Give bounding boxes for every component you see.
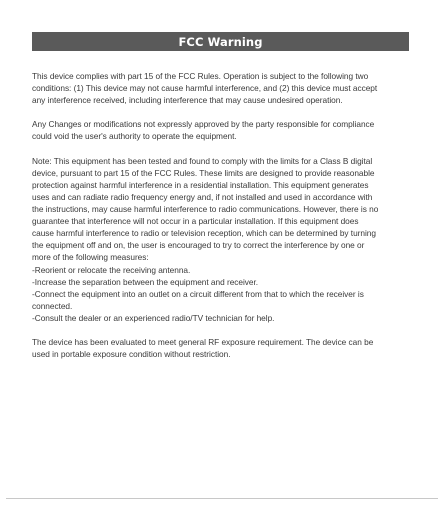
- text-line: device, pursuant to part 15 of the FCC Rules. These limits are designed to provide reasonable: [32, 167, 375, 178]
- measures-list: [32, 264, 412, 324]
- text-line: Note: This equipment has been tested and found to comply with the limits for a Class B digital: [32, 155, 373, 166]
- text-line: used in portable exposure condition without restriction.: [32, 349, 231, 360]
- list-item: -Reorient or relocate the receiving antenna.: [32, 264, 191, 275]
- list-item: -Consult the dealer or an experienced radio/TV technician for help.: [32, 312, 275, 323]
- text-line: could void the user's authority to operate the equipment.: [32, 131, 237, 142]
- text-line: guarantee that interference will not occur in a particular installation. If this equipment does: [32, 216, 359, 227]
- text-line: protection against harmful interference in a residential installation. This equipment generates: [32, 179, 369, 190]
- text-line: more of the following measures:: [32, 252, 149, 263]
- text-line: the instructions, may cause harmful interference to radio communications. However, there is no: [32, 204, 379, 215]
- text-line: cause harmful interference to radio or television reception, which can be determined by turning: [32, 228, 376, 239]
- compliance-paragraph: [32, 70, 412, 106]
- modifications-paragraph: [32, 118, 412, 142]
- rf-exposure-paragraph: [32, 336, 412, 360]
- document-body: [32, 70, 412, 372]
- text-line: This device complies with part 15 of the FCC Rules. Operation is subject to the following two: [32, 71, 369, 81]
- bottom-divider: [6, 498, 438, 499]
- title-bar: [32, 32, 409, 51]
- text-line: The device has been evaluated to meet general RF exposure requirement. The device can be: [32, 337, 374, 348]
- note-paragraph: [32, 155, 412, 264]
- list-item: connected.: [32, 300, 73, 311]
- text-line: Any Changes or modifications not expressly approved by the party responsible for compliance: [32, 119, 375, 130]
- list-item: -Connect the equipment into an outlet on a circuit different from that to which the receiver is: [32, 288, 364, 299]
- text-line: conditions: (1) This device may not cause harmful interference, and (2) this device must accept: [32, 83, 378, 94]
- text-line: any interference received, including interference that may cause undesired operation.: [32, 95, 343, 106]
- page-title: FCC Warning: [178, 34, 263, 49]
- list-item: -Increase the separation between the equipment and receiver.: [32, 276, 259, 287]
- text-line: the equipment off and on, the user is encouraged to try to correct the interference by one or: [32, 240, 365, 251]
- text-line: uses and can radiate radio frequency energy and, if not installed and used in accordance with: [32, 191, 373, 202]
